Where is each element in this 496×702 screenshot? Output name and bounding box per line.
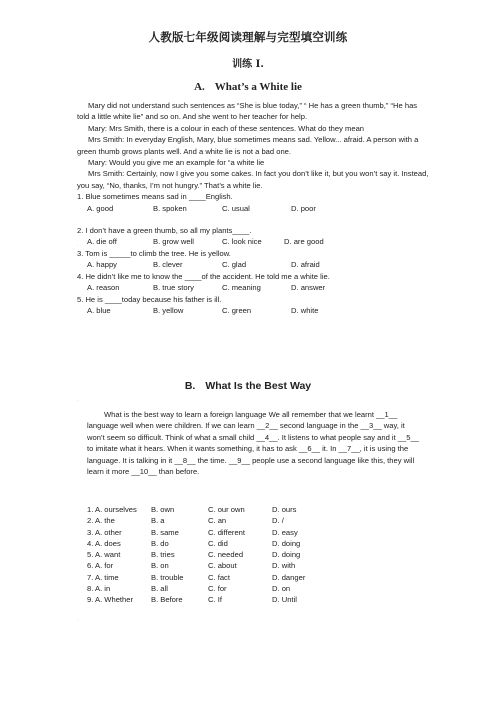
option: D. doing xyxy=(272,538,301,548)
option: A. happy xyxy=(87,260,117,270)
spacer xyxy=(77,214,431,225)
option: B. all xyxy=(151,584,168,594)
option: B. clever xyxy=(153,260,183,270)
option: D. / xyxy=(272,516,284,526)
cloze-option-row xyxy=(87,515,387,526)
option: D. on xyxy=(272,584,291,594)
cloze-option-row xyxy=(87,549,387,560)
option: C. meaning xyxy=(222,283,261,293)
section-a-letter: A. xyxy=(194,81,205,93)
training-subtitle: 训练 I. xyxy=(232,59,264,70)
section-a-body xyxy=(77,100,431,316)
passage-a-paragraph: Mary: Mrs Smith, there is a colour in each of these sentences. What do they mean xyxy=(88,123,365,133)
option: B. same xyxy=(151,527,179,537)
option: 1. A. ourselves xyxy=(87,505,137,514)
option: D. poor xyxy=(291,203,316,213)
cloze-option-row xyxy=(87,594,387,605)
option: D. ours xyxy=(272,505,297,514)
paragraph-mark: · xyxy=(77,243,79,248)
option: C. for xyxy=(208,584,227,594)
option: 8. A. in xyxy=(87,584,111,594)
option: D. with xyxy=(272,561,296,571)
option: 6. A. for xyxy=(87,561,114,571)
option: D. Until xyxy=(272,595,297,605)
option: B. own xyxy=(151,505,175,514)
cloze-option-row xyxy=(87,583,387,594)
option: 2. A. the xyxy=(87,516,115,526)
option: B. a xyxy=(151,516,165,526)
option: D. danger xyxy=(272,572,306,582)
option: B. tries xyxy=(151,550,175,560)
passage-a-paragraph: Mrs Smith: Certainly, now I give you some cakes. In fact you don’t like it, but you won’t say it. Instead, you say, “No, thanks, I’m not hungry.” That’s a white lie. xyxy=(77,169,429,190)
option: 7. A. time xyxy=(87,572,119,582)
question-a1-options xyxy=(77,203,431,214)
cloze-option-row xyxy=(87,504,387,515)
passage-a-paragraph: Mary: Would you give me an example for “a white lie xyxy=(88,158,265,168)
option: C. usual xyxy=(222,203,250,213)
question-a5: 5. He is ____today because his father is ill. xyxy=(77,294,222,304)
section-b-letter: B. xyxy=(184,380,196,392)
question-a3: 3. Tom is _____to climb the tree. He is yellow. xyxy=(77,248,231,258)
option: B. true story xyxy=(153,283,194,293)
option: C. needed xyxy=(208,550,244,560)
option: D. answer xyxy=(291,283,326,293)
cloze-options xyxy=(87,504,387,606)
option: D. doing xyxy=(272,550,301,560)
option: D. afraid xyxy=(291,260,320,270)
section-a-title: What’s a White lie xyxy=(214,81,302,93)
question-a5-options xyxy=(77,305,431,316)
option: C. about xyxy=(208,561,237,571)
option: C. If xyxy=(208,595,222,605)
paragraph-mark: · xyxy=(77,398,79,403)
cloze-option-row xyxy=(87,527,387,538)
option: B. on xyxy=(151,561,169,571)
option: A. die off xyxy=(87,237,117,247)
page-title: 人教版七年级阅读理解与完型填空训练 xyxy=(148,30,348,44)
question-a3-options xyxy=(77,259,431,270)
option: B. do xyxy=(151,538,169,548)
option: B. grow well xyxy=(153,237,194,247)
section-b-title: What Is the Best Way xyxy=(205,380,312,392)
paragraph-mark: · xyxy=(77,617,79,622)
cloze-option-row xyxy=(87,538,387,549)
option: A. good xyxy=(87,203,114,213)
cloze-option-row xyxy=(87,560,387,571)
option: 5. A. want xyxy=(87,550,121,560)
option: C. an xyxy=(208,516,227,526)
option: 9. A. Whether xyxy=(87,595,134,605)
option: C. did xyxy=(208,538,228,548)
option: C. our own xyxy=(208,505,245,514)
option: C. different xyxy=(208,527,246,537)
passage-a-paragraph: Mary did not understand such sentences as “She is blue today,” “ He has a green thumb,” “He has told a little white lie” and so on. And she went to her teacher for help. xyxy=(77,101,418,122)
option: D. easy xyxy=(272,527,298,537)
option: D. white xyxy=(291,305,319,315)
question-a4-options xyxy=(77,282,431,293)
option: 4. A. does xyxy=(87,538,121,548)
cloze-option-row xyxy=(87,572,387,583)
option: B. Before xyxy=(151,595,183,605)
passage-a-paragraph: Mrs Smith: In everyday English, Mary, blue sometimes means sad. Yellow... afraid. A person with a green thumb grows plants well. And a white lie is not a bad one. xyxy=(77,135,419,156)
question-a2: 2. I don’t have a green thumb, so all my plants____. xyxy=(77,226,252,236)
question-a1: 1. Blue sometimes means sad in ____English. xyxy=(77,192,233,202)
passage-b: What is the best way to learn a foreign language We all remember that we learnt __1__ language well when were children. If we can learn __2__ second language in the __3__ way, it won’t seem so difficult. Think of what a small child __4__. It listens to what people say and it __5__ to imitate what it hears. When it wants something, it has to ask __6__ it. In __7__, it is using the language. It is talking in it __8__ the time. __9__ people use a second language like this, they will learn it more __10__ than before. xyxy=(87,410,419,477)
option: D. are good xyxy=(284,237,324,247)
option: 3. A. other xyxy=(87,527,122,537)
question-a2-options xyxy=(77,236,431,247)
option: C. glad xyxy=(222,260,247,270)
option: B. yellow xyxy=(153,305,184,315)
section-b-heading xyxy=(0,380,496,392)
option: A. reason xyxy=(87,283,120,293)
option: C. fact xyxy=(208,572,230,582)
option: B. spoken xyxy=(153,203,187,213)
option: C. look nice xyxy=(222,237,262,247)
option: C. green xyxy=(222,305,252,315)
option: B. trouble xyxy=(151,572,184,582)
question-a4: 4. He didn’t like me to know the ____of the accident. He told me a white lie. xyxy=(77,271,330,281)
section-a-heading xyxy=(0,81,496,93)
option: A. blue xyxy=(87,305,111,315)
